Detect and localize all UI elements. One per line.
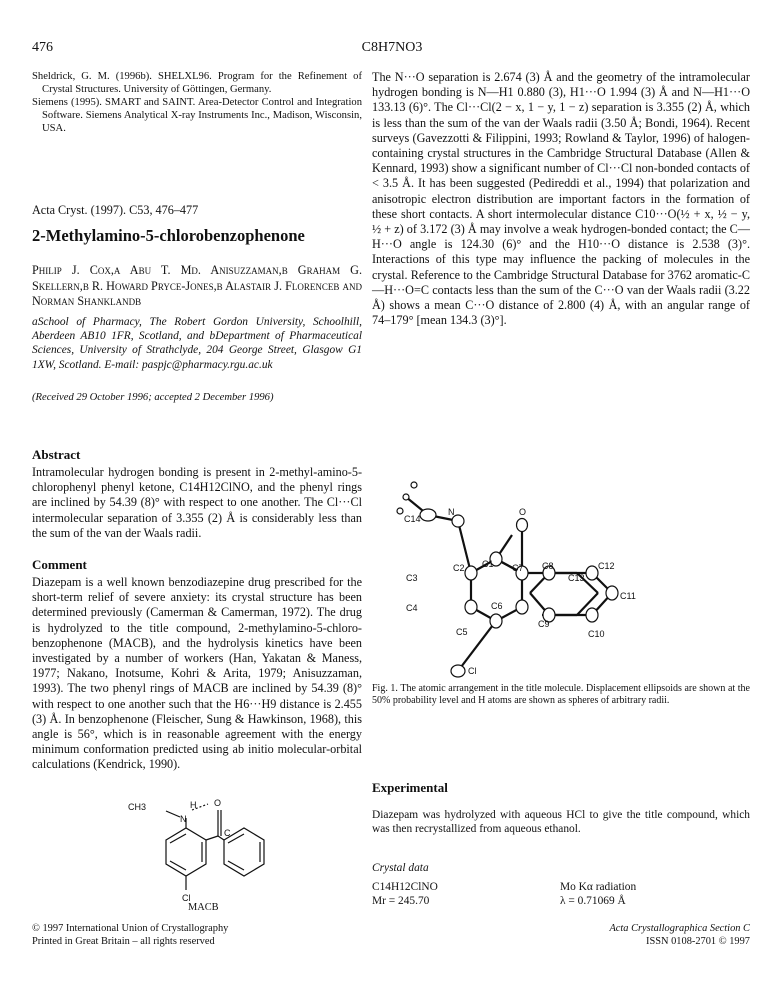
atom-label: C9 <box>538 619 550 629</box>
scheme-atom-label: O <box>214 798 222 808</box>
atom-ellipsoid <box>516 600 528 614</box>
crystal-data-heading: Crystal data <box>372 862 429 874</box>
atom-label: C11 <box>620 591 636 601</box>
copyright-line: © 1997 International Union of Crystallography <box>32 923 229 934</box>
atom-label: C6 <box>491 601 503 611</box>
abstract-heading: Abstract <box>32 447 81 462</box>
atom-label: Cl <box>468 666 477 676</box>
right-column-text: The N···O separation is 2.674 (3) Å and the geometry of the intramolecular hydrogen bonding is N—H1 0.880 (3), H1···O 1.994 (3) Å and N—H1···O 133.13 (6)°. The Cl···Cl(2 − x, 1 − y, 1 − z) separation is 3.355 (2) Å, which is less than the sum of the van der Waals radii (3.50 Å; Bondi, 1964). Recent surveys (Gavezzotti & Filippini, 1993; Rowland & Taylor, 1996) of halogen-containing crystal structures in the Cambridge Structural Database (Allen & Kennard, 1993) show a significant number of Cl···Cl non-bonded contacts of < 3.5 Å. It has been suggested (Pedireddi et al., 1994) that polarization and anisotropic electron distribution are important factors in the formation of these short contacts. A short intermolecular distance C10···O(½ + x, ½ − y, ½ + z) of 3.172 (3) Å may involve a weak hydrogen-bonded contact; the C—H···O angle is 124.30 (6)° and the H10···O distance is 2.538 (3)°. Interactions of this type may influence the packing of molecules in the crystal. Reference to the Cambridge Structural Database for 3762 aromatic-C—H···O=C contacts less than the sum of the C···O van der Waals radii (3.22 Å) shows a mean C···O distance of 2.800 (4) Å, with an angular range of 74–179° [mean 134.3 (3)°]. <box>372 70 750 328</box>
atom-ellipsoid <box>451 665 465 677</box>
atom-ellipsoid <box>490 614 502 628</box>
hydrogen-sphere <box>411 482 417 488</box>
footer-right <box>609 922 750 948</box>
scheme-atom-label: CH3 <box>128 802 147 812</box>
atom-ellipsoid <box>465 600 477 614</box>
scheme-label: MACB <box>188 902 219 913</box>
atom-ellipsoid <box>586 566 598 580</box>
atom-label: C5 <box>456 627 468 637</box>
crystal-formula: C14H12ClNO <box>372 881 438 893</box>
printed-line: Printed in Great Britain – all rights reserved <box>32 936 215 947</box>
page-number: 476 <box>32 40 53 55</box>
atom-ellipsoid <box>420 509 436 521</box>
chemical-scheme <box>128 796 278 916</box>
journal-name: Acta Crystallographica Section C <box>609 923 750 934</box>
crystal-mr: Mr = 245.70 <box>372 895 430 907</box>
citation-journal: Acta Cryst. <box>32 203 88 217</box>
article-title: 2-Methylamino-5-chlorobenzophenone <box>32 226 305 245</box>
citation-rest: (1997). C53, 476–477 <box>87 203 199 217</box>
atom-ellipsoid <box>517 519 528 532</box>
atom-label: C2 <box>453 563 465 573</box>
reference-item: Siemens (1995). SMART and SAINT. Area-Detector Control and Integration Software. Siemens Analytical X-ray Instruments Inc., Madison, Wisconsin, USA. <box>32 97 362 134</box>
references <box>32 70 362 135</box>
atom-label: C8 <box>542 561 554 571</box>
affiliation: aSchool of Pharmacy, The Robert Gordon University, Schoolhill, Aberdeen AB10 1FR, Scotland, and bDepartment of Pharmaceutical Sciences, University of Strathclyde, 204 George Street, Glasgow G1 1XW, Scotland. E-mail: paspjc@pharmacy.rgu.ac.uk <box>32 316 362 371</box>
atom-label: C4 <box>406 603 418 613</box>
atom-label: C7 <box>512 563 524 573</box>
abstract-text: Intramolecular hydrogen bonding is present in 2-methyl-amino-5-chlorophenyl phenyl ketone, C14H12ClNO, and the phenyl rings are inclined by 54.39 (8)° with respect to one another. The Cl···Cl intermolecular separation of 3.355 (2) Å is considerably less than the sum of the van der Waals radii. <box>32 465 362 540</box>
issn-line: ISSN 0108-2701 © 1997 <box>645 936 750 947</box>
atom-label: C13 <box>568 573 585 583</box>
atom-label: N <box>448 507 455 517</box>
atom-ellipsoid <box>606 586 618 600</box>
atom-ellipsoid <box>465 566 477 580</box>
experimental-heading: Experimental <box>372 780 448 795</box>
running-title: C8H7NO3 <box>361 40 423 55</box>
comment-heading: Comment <box>32 557 87 572</box>
atom-label: C12 <box>598 561 615 571</box>
hydrogen-sphere <box>403 494 409 500</box>
atom-label: C3 <box>406 573 418 583</box>
comment-text: Diazepam is a well known benzodiazepine drug prescribed for the short-term relief of severe anxiety: its crystal structure has been determined previously (Camerman & Camerman, 1972). The drug is hydrolyzed to the title compound, 2-methylamino-5-chloro-benzophenone (MACB), and the hydrolysis kinetics have been investigated by a number of workers (Han, Yakatan & Maness, 1977; Nakano, Inotsume, Kohri & Arita, 1979; Anisuzzaman, 1993). The two phenyl rings of MACB are inclined by 54.39 (8)° with respect to one another such that the H6···H9 distance is 2.455 (3) Å. In benzophenone (Fleischer, Sung & Hawkinson, 1968), this angle is 56°, which is in reasonable agreement with the energy minimum conformation predicted using ab initio molecular-orbital calculations (Kendrick, 1990). <box>32 575 362 772</box>
atom-ellipsoid <box>586 608 598 622</box>
scheme-atom-label: H <box>190 800 197 810</box>
figure-caption: Fig. 1. The atomic arrangement in the title molecule. Displacement ellipsoids are shown at the 50% probability level and H atoms are shown as spheres of arbitrary radii. <box>372 683 750 706</box>
experimental-text: Diazepam was hydrolyzed with aqueous HCl to give the title compound, which was then recrystallized from aqueous ethanol. <box>372 809 750 835</box>
atom-label: O <box>519 507 527 517</box>
reference-item: Sheldrick, G. M. (1996b). SHELXL96. Program for the Refinement of Crystal Structures. University of Göttingen, Germany. <box>32 71 362 95</box>
crystal-radiation: Mo Kα radiation <box>560 881 637 893</box>
hydrogen-sphere <box>397 508 403 514</box>
atom-label: C14 <box>404 514 421 524</box>
scheme-atom-label: N <box>180 814 187 824</box>
received-dates: (Received 29 October 1996; accepted 2 December 1996) <box>32 392 274 403</box>
crystal-wavelength: λ = 0.71069 Å <box>560 895 626 907</box>
scheme-atom-label: Cl <box>182 893 191 903</box>
molecule-figure <box>372 475 764 680</box>
footer-left <box>32 922 228 948</box>
citation <box>32 203 198 218</box>
atom-label: C1 <box>482 559 494 569</box>
scheme-atom-label: C <box>224 828 231 838</box>
atom-label: C10 <box>588 629 605 639</box>
authors: Philip J. Cox,a Abu T. Md. Anisuzzaman,b Graham G. Skellern,b R. Howard Pryce-Jones,b Alastair J. Florenceb and Norman Shanklandb <box>32 263 362 308</box>
